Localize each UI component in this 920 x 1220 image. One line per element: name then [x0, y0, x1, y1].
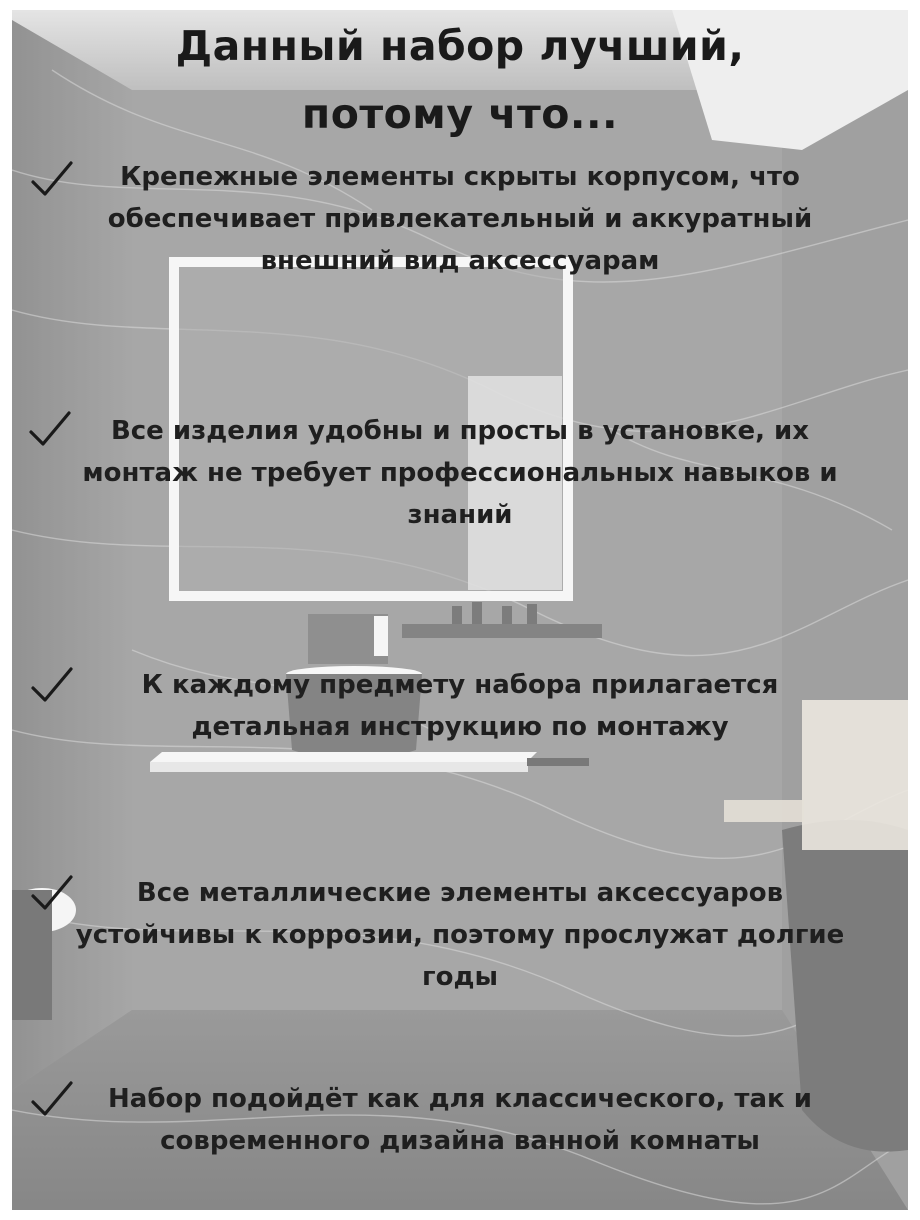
benefit-item-2-line-3: знаний [407, 500, 513, 530]
benefit-item-1-line-3: внешний вид аксессуарам [260, 246, 660, 276]
benefit-item-3 [20, 664, 900, 748]
benefit-item-4-line-1: Все металлические элементы аксессуаров [136, 878, 784, 908]
benefit-item-4 [20, 872, 900, 998]
benefit-item-4-line-2: устойчивы к коррозии, поэтому прослужат долгие [75, 920, 845, 950]
benefit-item-1-line-1: Крепежные элементы скрыты корпусом, что [120, 162, 800, 192]
benefit-item-3-line-1: К каждому предмету набора прилагается [141, 670, 779, 700]
heading-line-1: Данный набор лучший, [175, 22, 745, 70]
heading-line-2: потому что... [301, 90, 619, 138]
benefit-item-5-line-2: современного дизайна ванной комнаты [160, 1126, 760, 1156]
benefit-item-2-line-2: монтаж не требует профессиональных навыков и [82, 458, 838, 488]
benefit-item-1-line-2: обеспечивает привлекательный и аккуратный [107, 204, 813, 234]
benefit-item-3-line-2: детальная инструкцию по монтажу [191, 712, 729, 742]
benefit-item-1 [20, 156, 900, 282]
benefit-item-5-line-1: Набор подойдёт как для классического, так и [108, 1084, 812, 1114]
benefit-item-5 [20, 1078, 900, 1162]
benefit-item-2 [20, 410, 900, 536]
benefit-item-4-line-3: годы [422, 962, 498, 992]
benefit-item-2-line-1: Все изделия удобны и просты в установке, их [110, 416, 810, 446]
